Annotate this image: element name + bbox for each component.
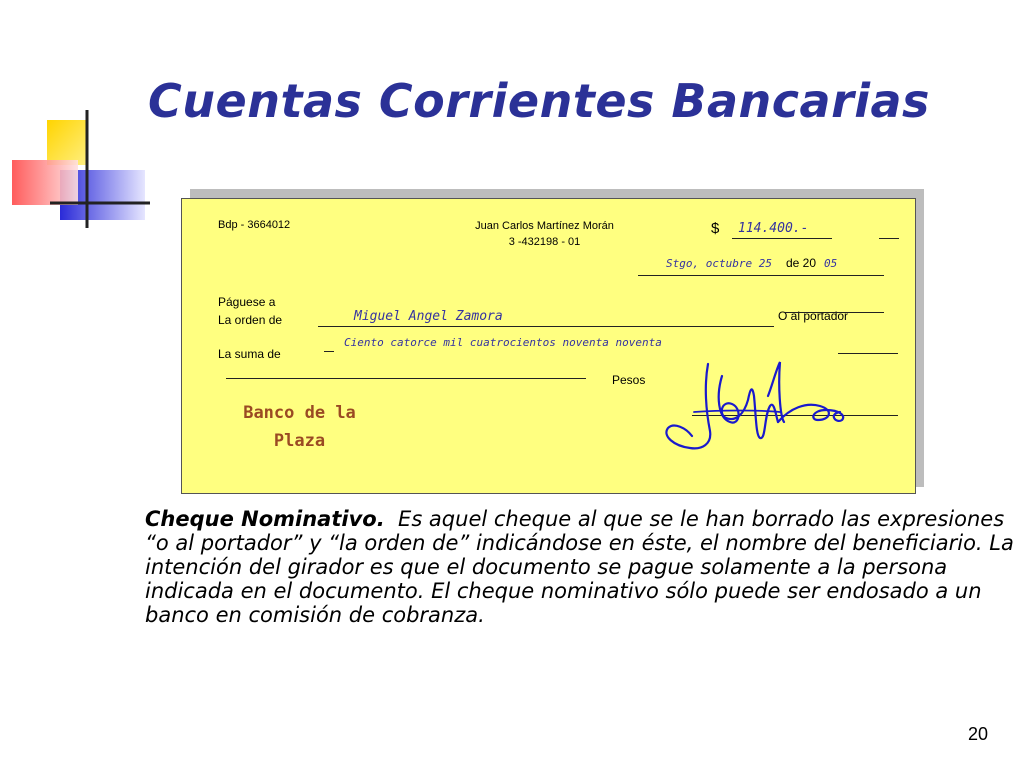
payee-line (318, 326, 774, 327)
page-number: 20 (967, 724, 989, 744)
pay-to-label: Páguese a (218, 295, 276, 309)
sum-end-line (838, 353, 898, 354)
sum-label: La suma de (218, 347, 281, 361)
account-number: 3 -432198 - 01 (508, 236, 581, 248)
order-of-label: La orden de (218, 313, 283, 327)
amount-in-words: Ciento catorce mil cuatrocientos noventa noventa (344, 336, 662, 349)
bearer-label: O al portador (778, 309, 849, 323)
check-amount: 114.400.- (738, 221, 809, 236)
slide-title: Cuentas Corrientes Bancarias (148, 74, 930, 128)
bank-name-line-1: Banco de la (243, 403, 356, 423)
bank-check (181, 198, 916, 494)
amount-line (732, 238, 832, 239)
description-text: Es aquel cheque al que se le han borrado las expresiones “o al portador” y “la orden de” indicándose en éste, el nombre del beneficiario. La intención del girador es que el documento se pague solamente a la persona indicada en el documento. El cheque nominativo sólo puede ser endosado a un banco en comisión de cobranza. (145, 507, 1014, 627)
bank-name (222, 399, 377, 455)
place-date: Stgo, octubre 25 (666, 257, 772, 270)
description-paragraph (145, 507, 1015, 627)
sum-second-line (226, 378, 586, 379)
sum-start-line (324, 351, 334, 352)
bearer-line (784, 312, 884, 313)
date-line (638, 275, 884, 276)
signature-image (660, 356, 870, 456)
decorative-squares (0, 0, 150, 240)
bank-name-line-2: Plaza (273, 431, 326, 451)
amount-end-line (879, 238, 899, 239)
check-code: Bdp - 3664012 (218, 219, 291, 231)
description-term: Cheque Nominativo. (145, 507, 385, 531)
year-prefix: de 20 (786, 256, 817, 270)
account-holder-name: Juan Carlos Martínez Morán (475, 220, 614, 232)
year-suffix: 05 (824, 257, 838, 270)
pesos-label: Pesos (612, 373, 646, 387)
payee-name: Miguel Angel Zamora (354, 309, 503, 324)
currency-symbol: $ (711, 220, 720, 237)
